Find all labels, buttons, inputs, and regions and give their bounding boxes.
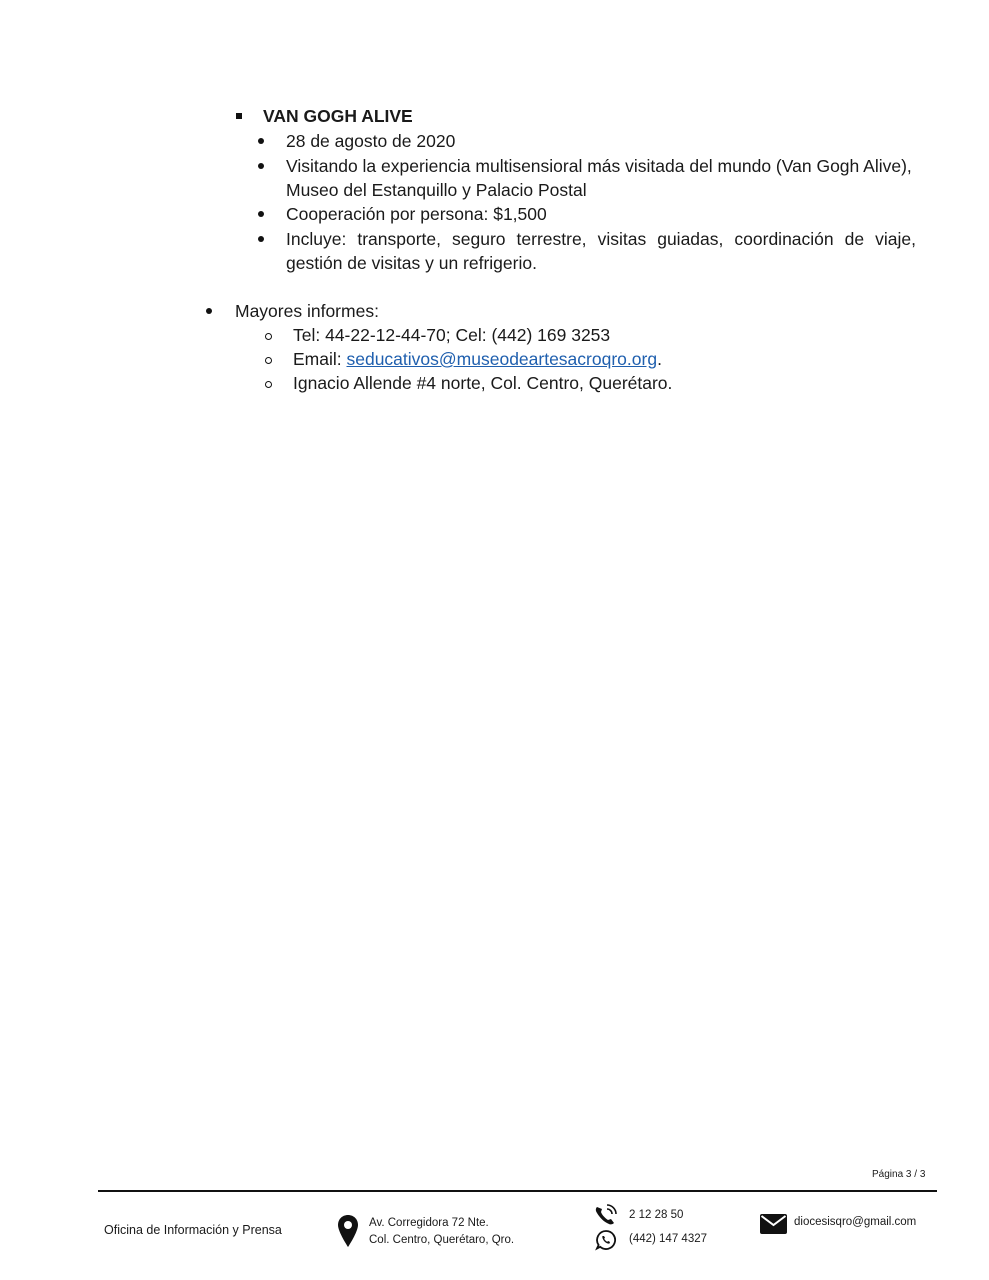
page-indicator: Página 3 / 3 [872, 1169, 926, 1180]
footer-divider [98, 1190, 937, 1192]
footer-address-line2: Col. Centro, Querétaro, Qro. [369, 1234, 515, 1246]
hollow-bullet [265, 357, 272, 364]
square-bullet [236, 113, 242, 119]
footer-office: Oficina de Información y Prensa [104, 1223, 282, 1237]
includes-word: Incluye: [286, 229, 347, 249]
envelope-icon [760, 1214, 787, 1234]
bullet [258, 163, 264, 169]
includes-word: coordinación [734, 229, 834, 249]
footer-email: diocesisqro@gmail.com [794, 1216, 917, 1228]
contact-email-line [293, 347, 662, 371]
bullet [258, 138, 264, 144]
footer-whatsapp: (442) 147 4327 [629, 1233, 708, 1245]
hollow-bullet [265, 381, 272, 388]
event-date: 28 de agosto de 2020 [286, 131, 456, 151]
email-label: Email: [293, 349, 347, 369]
event-visit-line2: Museo del Estanquillo y Palacio Postal [286, 180, 587, 200]
footer-phone: 2 12 28 50 [629, 1209, 684, 1221]
contact-address: Ignacio Allende #4 norte, Col. Centro, Querétaro. [293, 373, 673, 393]
email-suffix: . [657, 349, 662, 369]
contact-phone: Tel: 44-22-12-44-70; Cel: (442) 169 3253 [293, 325, 611, 345]
contact-heading: Mayores informes: [235, 301, 379, 321]
location-pin-icon [337, 1214, 359, 1248]
bullet [206, 308, 212, 314]
includes-word: terrestre, [516, 229, 587, 249]
whatsapp-icon [595, 1229, 617, 1251]
includes-word: viaje, [875, 229, 916, 249]
bullet [258, 211, 264, 217]
event-cost: Cooperación por persona: $1,500 [286, 204, 547, 224]
hollow-bullet [265, 333, 272, 340]
includes-word: de [844, 229, 865, 249]
includes-word: seguro [452, 229, 506, 249]
email-link[interactable]: seducativos@museodeartesacroqro.org [346, 349, 658, 369]
event-includes-line1 [286, 227, 916, 251]
includes-word: visitas [597, 229, 647, 249]
bullet [258, 236, 264, 242]
phone-icon [594, 1204, 618, 1226]
event-visit-line1: Visitando la experiencia multisensioral más visitada del mundo (Van Gogh Alive), [286, 156, 912, 176]
includes-word: guiadas, [657, 229, 724, 249]
footer-address-line1: Av. Corregidora 72 Nte. [369, 1217, 489, 1229]
event-includes-line2: gestión de visitas y un refrigerio. [286, 253, 537, 273]
event-title: VAN GOGH ALIVE [263, 106, 413, 126]
includes-word: transporte, [357, 229, 441, 249]
